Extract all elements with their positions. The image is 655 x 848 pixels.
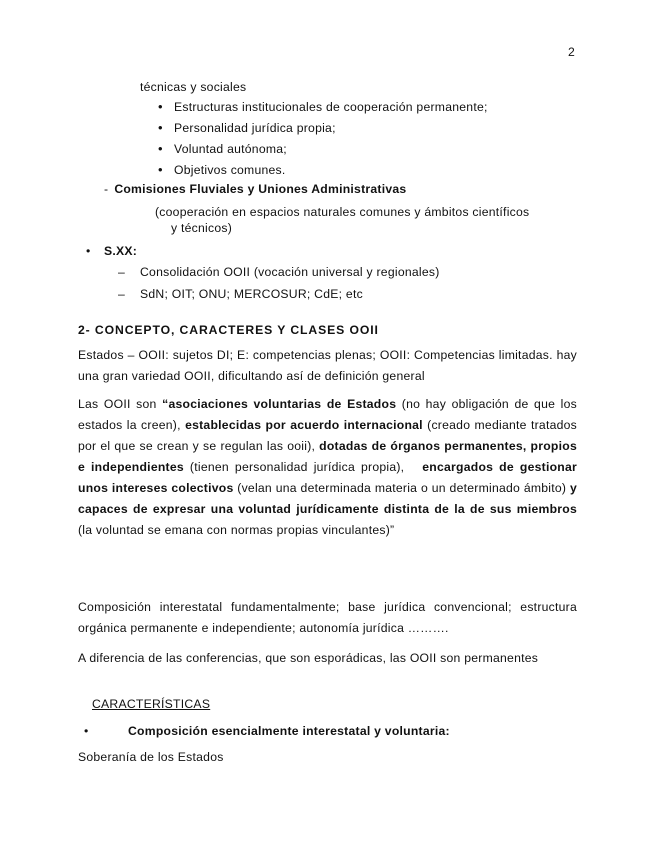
- paragraph-conferencias: A diferencia de las conferencias, que son esporádicas, las OOII son permanentes: [78, 651, 539, 665]
- composicion-bullet: [84, 724, 450, 738]
- definition-bold: y capaces de expresar una voluntad jurídicamente distinta de la de sus miembros: [78, 481, 577, 516]
- comisiones-note-line-2: y técnicos): [171, 221, 232, 235]
- comisiones-title: Comisiones Fluviales y Uniones Administrativas: [114, 182, 407, 196]
- continuation-line: técnicas y sociales: [140, 80, 247, 94]
- dash-marker: -: [104, 182, 109, 196]
- definition-bold: dotadas de órganos permanentes, propios e independientes: [78, 439, 577, 474]
- dash-marker: –: [118, 287, 126, 301]
- definition-text: (velan una determinada materia o un determinado ámbito): [233, 481, 570, 495]
- sxx-item: [118, 287, 363, 301]
- comisiones-note-line-1: (cooperación en espacios naturales comunes y ámbitos científicos: [155, 205, 530, 219]
- definition-text: (tienen personalidad jurídica propia),: [183, 460, 423, 474]
- sxx-item: [118, 265, 440, 279]
- caracteristicas-subheading: CARACTERÍSTICAS: [92, 697, 211, 711]
- definition-bold: “asociaciones voluntarias de Estados: [162, 397, 397, 411]
- paragraph-composicion: Composición interestatal fundamentalmente; base jurídica convencional; estructura orgánica permanente e independiente; autonomía jurídica ……….: [78, 600, 577, 635]
- composicion-label: Composición esencialmente interestatal y voluntaria:: [128, 724, 450, 738]
- section-heading: 2- CONCEPTO, CARACTERES Y CLASES OOII: [78, 323, 379, 337]
- bullet-marker: •: [86, 244, 91, 258]
- definition-text: (la voluntad se emana con normas propias vinculantes)”: [78, 523, 395, 537]
- comisiones-heading: [104, 182, 406, 196]
- page-number: 2: [568, 45, 576, 59]
- list-item: • Personalidad jurídica propia;: [158, 120, 488, 141]
- bullet-marker: •: [84, 724, 89, 738]
- definition-bold: establecidas por acuerdo internacional: [185, 418, 423, 432]
- definition-text: (no hay obligación de que los estados la creen),: [78, 397, 577, 432]
- sxx-item-text: Consolidación OOII (vocación universal y regionales): [140, 265, 440, 279]
- definition-bold: encargados de gestionar unos intereses colectivos: [78, 460, 578, 495]
- sxx-label: S.XX:: [104, 244, 138, 258]
- list-item: • Voluntad autónoma;: [158, 141, 488, 162]
- list-item: • Estructuras institucionales de cooperación permanente;: [158, 99, 488, 120]
- definition-text: (creado mediante tratados por el que se crean y se regulan las ooii),: [78, 418, 578, 453]
- sxx-item-text: SdN; OIT; ONU; MERCOSUR; CdE; etc: [140, 287, 363, 301]
- characteristics-bullet-list: [158, 99, 488, 183]
- sxx-heading: [86, 244, 137, 258]
- definition-text: Las OOII son: [78, 397, 163, 411]
- list-item: • Objetivos comunes.: [158, 162, 488, 183]
- paragraph-estados: Estados – OOII: sujetos DI; E: competencias plenas; OOII: Competencias limitadas. hay una gran variedad OOII, dificultando así de definición general: [78, 348, 577, 383]
- dash-marker: –: [118, 265, 126, 279]
- definition-paragraph: [78, 394, 577, 541]
- soberania-line: Soberanía de los Estados: [78, 750, 224, 764]
